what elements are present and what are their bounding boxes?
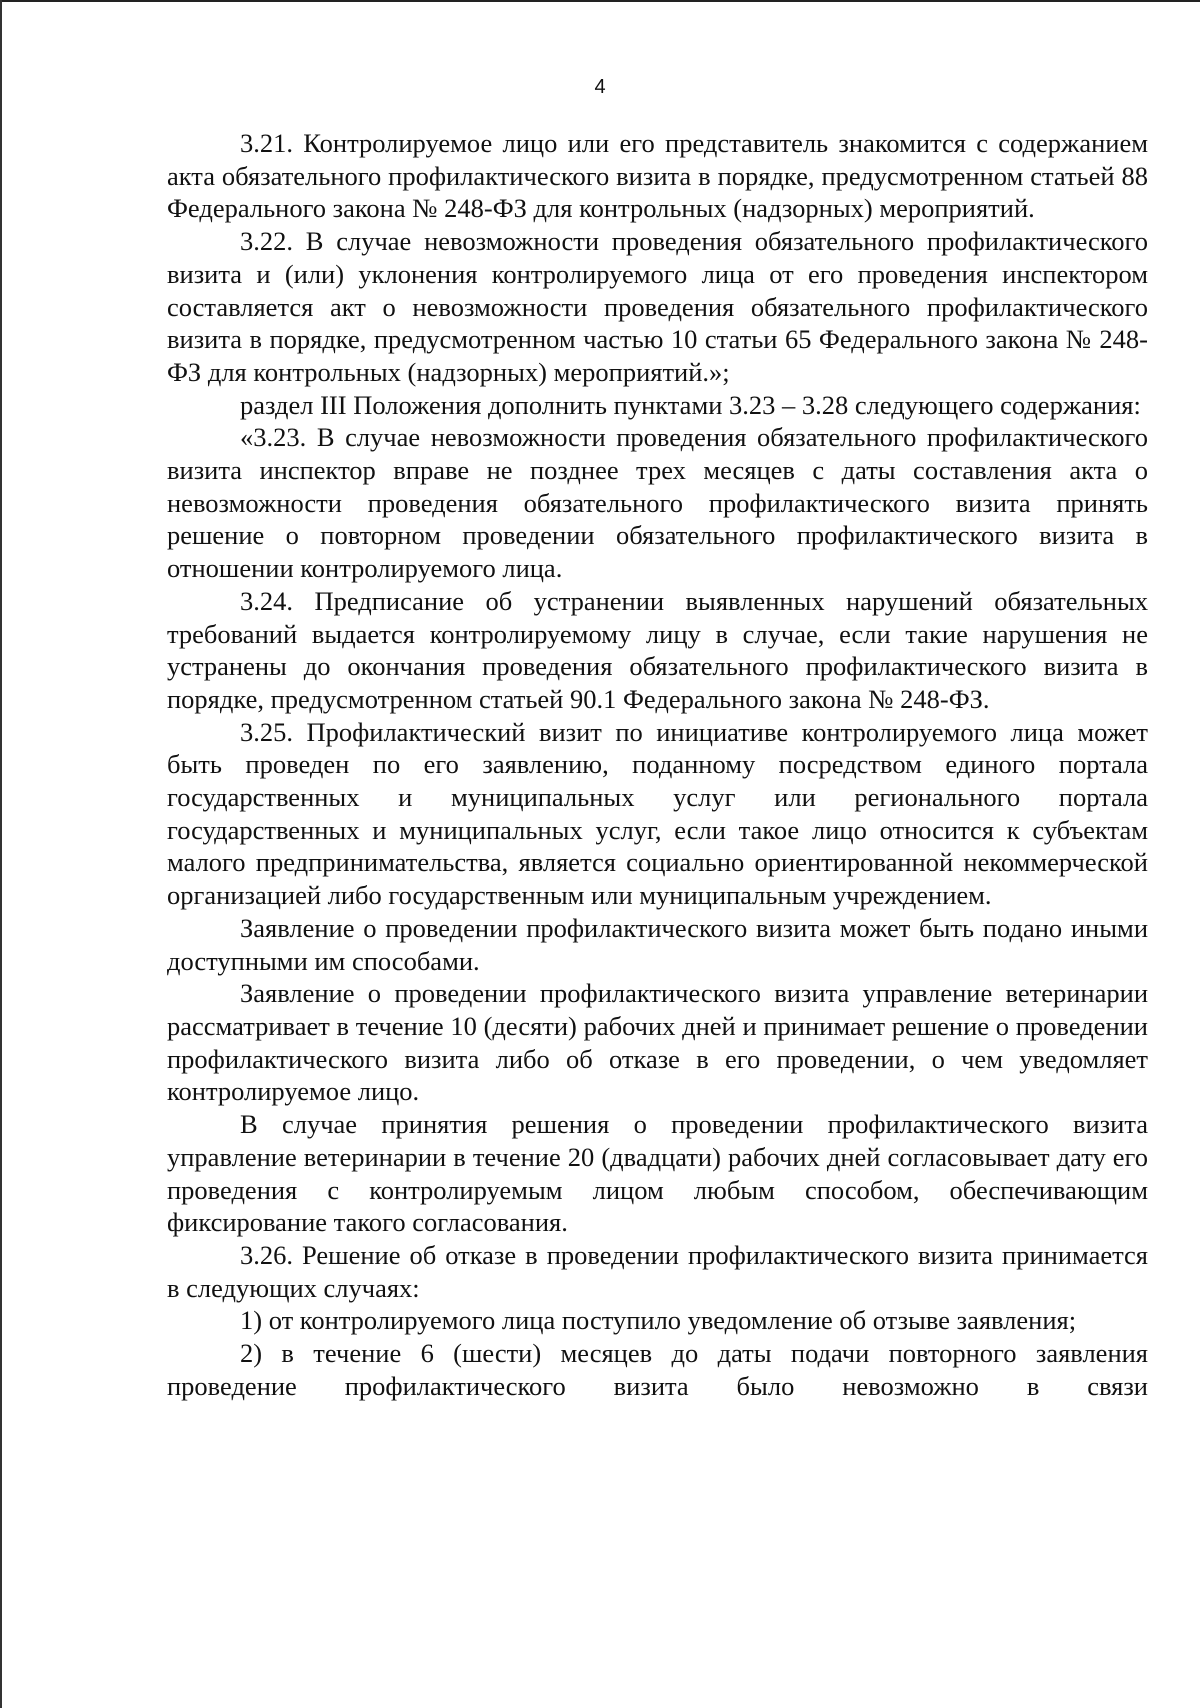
paragraph-application-review: Заявление о проведении профилактического визита управление ветеринарии рассматривает в течение 10 (десяти) рабочих дней и принимает решение о проведении профилактического визита либо об отказе в его проведении, о чем уведомляет контролируемое лицо.	[167, 978, 1148, 1107]
paragraph-3-24: 3.24. Предписание об устранении выявленных нарушений обязательных требований выдается контролируемому лицу в случае, если такие нарушения не устранены до окончания проведения обязательного профилактического визита в порядке, предусмотренном статьей 90.1 Федерального закона № 248-ФЗ.	[167, 585, 1148, 714]
paragraph-application-other-means: Заявление о проведении профилактического визита может быть подано иными доступными им способами.	[167, 912, 1148, 976]
scan-edge-top	[0, 0, 1200, 2]
scan-edge-left	[0, 0, 2, 1708]
paragraph-3-25: 3.25. Профилактический визит по инициативе контролируемого лица может быть проведен по его заявлению, поданному посредством единого портала государственных и муниципальных услуг или регионального портала государственных и муниципальных услуг, если такое лицо относится к субъектам малого предпринимательства, является социально ориентированной некоммерческой организацией либо государственным или муниципальным учреждением.	[167, 716, 1148, 911]
document-body	[167, 127, 1148, 1402]
page-number: 4	[594, 76, 606, 98]
list-item-1: 1) от контролируемого лица поступило уведомление об отзыве заявления;	[240, 1305, 1077, 1336]
paragraph-3-21: 3.21. Контролируемое лицо или его представитель знакомится с содержанием акта обязательного профилактического визита в порядке, предусмотренном статьей 88 Федерального закона № 248-ФЗ для контрольных (надзорных) мероприятий.	[167, 128, 1148, 224]
list-item-2: 2) в течение 6 (шести) месяцев до даты подачи повторного заявления проведение профилактического визита было невозможно в связи	[167, 1338, 1148, 1401]
paragraph-date-agreement: В случае принятия решения о проведении профилактического визита управление ветеринарии в течение 20 (двадцати) рабочих дней согласовывает дату его проведения с контролируемым лицом любым способом, обеспечивающим фиксирование такого согласования.	[167, 1109, 1148, 1238]
paragraph-3-22: 3.22. В случае невозможности проведения обязательного профилактического визита и (или) уклонения контролируемого лица от его проведения инспектором составляется акт о невозможности проведения обязательного профилактического визита в порядке, предусмотренном частью 10 статьи 65 Федерального закона № 248-ФЗ для контрольных (надзорных) мероприятий.»;	[167, 226, 1148, 387]
paragraph-section-iii-amendment: раздел III Положения дополнить пунктами 3.23 – 3.28 следующего содержания:	[240, 389, 1141, 420]
paragraph-3-23: «3.23. В случае невозможности проведения обязательного профилактического визита инспектор вправе не позднее трех месяцев с даты составления акта о невозможности проведения обязательного профилактического визита принять решение о повторном проведении обязательного профилактического визита в отношении контролируемого лица.	[167, 422, 1148, 584]
paragraph-3-26: 3.26. Решение об отказе в проведении профилактического визита принимается в следующих случаях:	[167, 1239, 1148, 1303]
